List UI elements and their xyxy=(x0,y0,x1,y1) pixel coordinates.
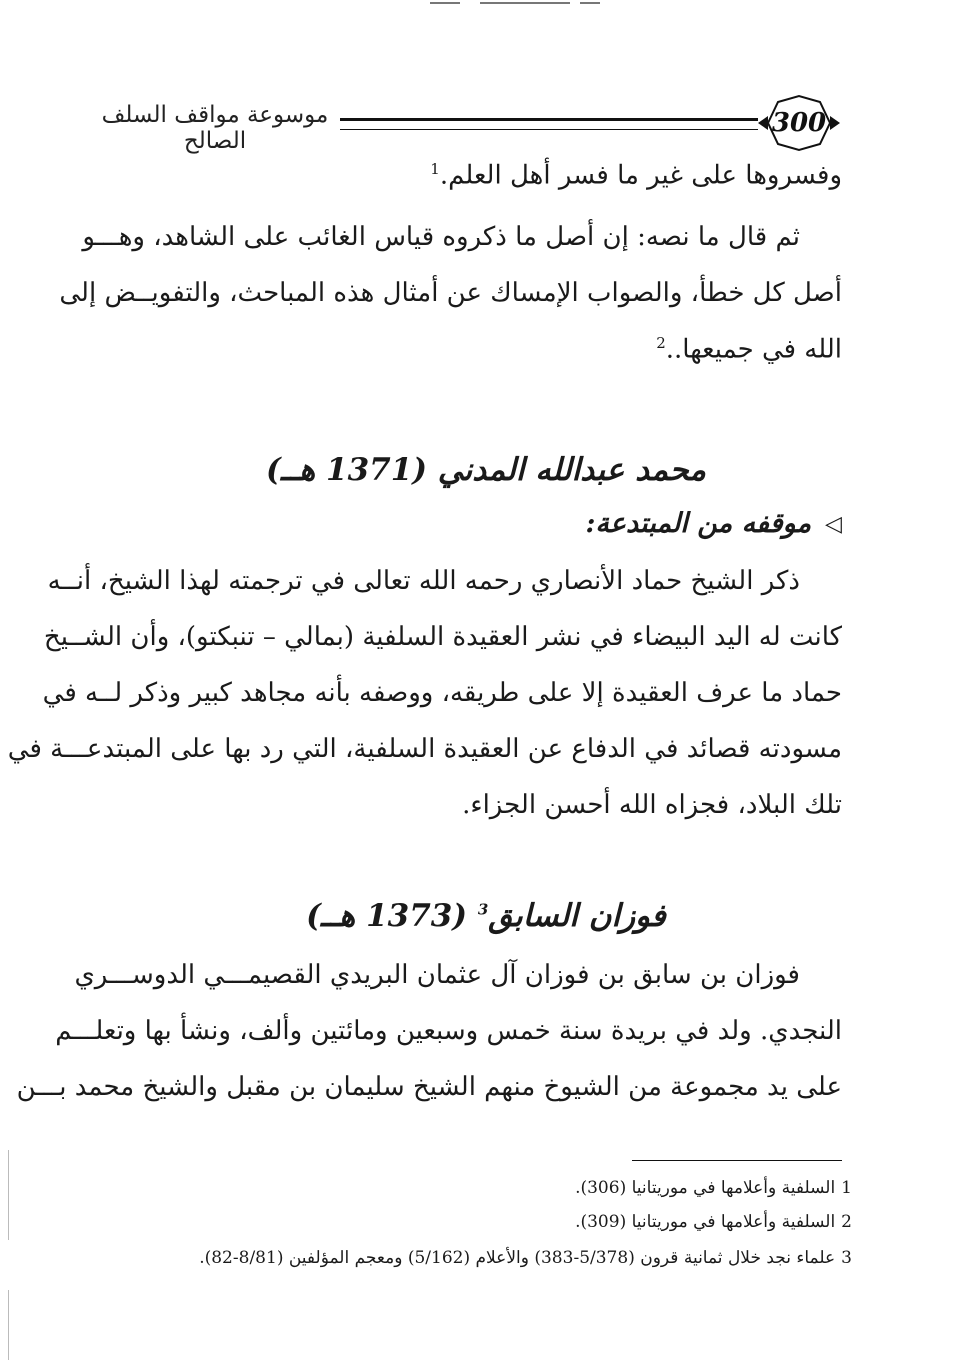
page-number-badge xyxy=(758,94,840,152)
footnote-ref: 1 xyxy=(430,160,440,178)
footnote: 1السلفية وأعلامها في موريتانيا (306). xyxy=(575,1178,852,1198)
text-line: أصل كل خطأ، والصواب الإمساك عن أمثال هذه المباحث، والتفويــض إلى xyxy=(59,278,842,308)
left-edge-line-lower xyxy=(8,1290,9,1360)
text-line: مسودته قصائد في الدفاع عن العقيدة السلفية، التي رد بها على المبتدعـــة في xyxy=(7,734,842,764)
section-heading: فوزان السابق$^3$ (1373 هــ) xyxy=(306,898,666,934)
text-line: الله في جميعها..$^2$ xyxy=(656,334,842,365)
footnote-rule xyxy=(632,1160,842,1161)
text-line: تلك البلاد، فجزاه الله أحسن الجزاء. xyxy=(462,790,842,820)
header-rule xyxy=(340,118,758,130)
text-line: فوزان بن سابق بن فوزان آل عثمان البريدي القصيمـــي الدوســـري xyxy=(74,960,800,990)
page-header xyxy=(90,92,840,162)
arrow-bullet-icon: ◁ xyxy=(825,510,842,537)
subheading: ◁ موقفه من المبتدعة: xyxy=(585,508,842,539)
text-line: ذكر الشيخ حماد الأنصاري رحمه الله تعالى في ترجمته لهذا الشيخ، أنــه xyxy=(47,566,800,596)
text-line: وفسروها على غير ما فسر أهل العلم.$^1$ xyxy=(430,160,842,191)
scan-marks xyxy=(420,0,620,8)
left-edge-line xyxy=(8,1150,9,1240)
footnote: 3علماء نجد خلال ثمانية قرون (5/378-383) والأعلام (5/162) ومعجم المؤلفين (8/81-82). xyxy=(199,1248,852,1268)
footnote: 2السلفية وأعلامها في موريتانيا (309). xyxy=(575,1212,852,1232)
text-line: على يد مجموعة من الشيوخ منهم الشيخ سليمان بن مقبل والشيخ محمد بـــن xyxy=(16,1072,842,1102)
text-line: ثم قال ما نصه: إن أصل ما ذكروه قياس الغائب على الشاهد، وهـــو xyxy=(82,222,800,252)
footnote-ref: 2 xyxy=(656,334,666,352)
text-line: النجدي. ولد في بريدة سنة خمس وسبعين ومائتين وألف، ونشأ بها وتعلـــم xyxy=(55,1016,842,1046)
series-title: موسوعة مواقف السلف الصالح xyxy=(101,102,329,154)
page-number: 300 xyxy=(771,108,827,138)
text-line: كانت له اليد البيضاء في نشر العقيدة السلفية (بمالي – تنبكتو)، وأن الشــيخ xyxy=(43,622,842,652)
section-heading: محمد عبدالله المدني (1371 هــ) xyxy=(266,452,706,488)
footnote-ref: 3 xyxy=(477,900,489,919)
text-line: حماد ما عرف العقيدة إلا على طريقه، ووصفه بأنه مجاهد كبير وذكر لــه في xyxy=(42,678,842,708)
